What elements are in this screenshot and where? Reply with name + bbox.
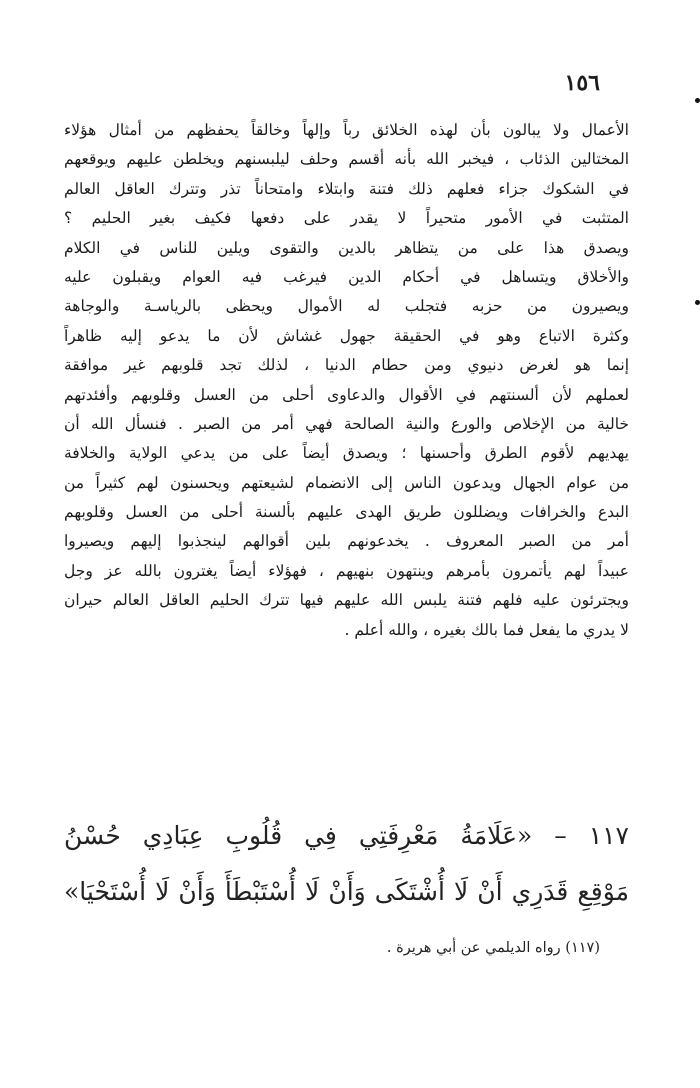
body-line-15: أمر من الصبر المعروف . يخدعونهم بلين أقوالهم لينجذبوا إليهم ويصيروا	[64, 532, 629, 551]
body-line-9: إنما هو لغرض دنيوي ومن حطام الدنيا ، لذلك تجد قلوبهم غير موافقة	[64, 356, 629, 375]
page-number: ١٥٦	[564, 70, 600, 96]
body-line-16: عبيداً لهم يأتمرون بأمرهم وينتهون بنهيهم ، فهؤلاء أيضاً يغترون بالله عز وجل	[64, 561, 629, 580]
body-line-3: في الشكوك جزاء فعلهم ذلك فتنة وابتلاء وامتحاناً تذر وتترك العاقل العالم	[64, 179, 629, 198]
hadith-line-1: ١١٧ – «عَلَامَةُ مَعْرِفَتِي فِي قُلُوبِ عِبَادِي حُسْنُ	[64, 821, 629, 850]
footnote-117: (١١٧) رواه الديلمي عن أبي هريرة .	[386, 940, 600, 956]
body-line-10: لعملهم لأن ألسنتهم في الأقوال والدعاوى أحلى من العسل وقلوبهم وأفئدتهم	[64, 385, 629, 404]
body-line-13: من عوام الجهال ويدعون الناس إلى الانضمام لشيعتهم ويحسنون لهم كثيراً من	[64, 473, 629, 492]
body-line-8: وكثرة الاتباع وهو في الحقيقة جهول غشاش لأن ما يدعو إليه ظاهراً	[64, 326, 629, 345]
body-line-5: ويصدق هذا على من يتظاهر بالدين والتقوى ويلين للناس في الكلام	[64, 238, 629, 257]
scan-edge-mark	[695, 98, 700, 103]
body-line-1: الأعمال ولا يبالون بأن لهذه الخلائق رباً وإلهاً وخالقاً يحفظهم من أمثال هؤلاء	[64, 121, 629, 139]
body-line-4: المتثبت في الأمور متحيراً لا يقدر على دفعها فكيف بغير الحليم ؟	[64, 209, 629, 228]
body-text	[64, 116, 629, 645]
body-line-14: البدع والخرافات ويضللون طريق الهدى عليهم بألسنة أحلى من العسل وقلوبهم	[64, 503, 629, 522]
body-line-2: المختالين الذئاب ، فيخبر الله بأنه أقسم وحلف ليلبسنهم ويخلطن عليهم ويوقعهم	[64, 150, 629, 169]
hadith-line-2: مَوْقِعِ قَدَرِي أَنْ لَا أُشْتَكَى وَأَنْ لَا أُسْتَبْطَأَ وَأَنْ لَا أُسْتَحْيَا»	[64, 877, 629, 906]
body-line-7: ويصيرون من حزبه فتجلب له الأموال ويحظى بالرياسـة والوجاهة	[64, 297, 629, 316]
body-line-18: لا يدري ما يفعل فما بالك بغيره ، والله أعلم .	[344, 620, 629, 639]
body-line-11: خالية من الإخلاص والورع والنية الصالحة فهي أمر من الصبر . فنسأل الله أن	[64, 414, 629, 433]
body-line-6: والأخلاق ويتساهل في أحكام الدين فيرغب فيه العوام ويقبلون عليه	[64, 267, 629, 286]
body-line-17: ويجترئون عليه فلهم فتنة يلبس الله عليهم فيها تترك الحليم العاقل العالم حيران	[64, 591, 629, 610]
scan-edge-mark	[695, 300, 700, 305]
body-line-12: يهديهم لأقوم الطرق وأحسنها ؛ ويصدق أيضاً على من يدعي الولاية والخلافة	[64, 444, 629, 463]
hadith-117	[64, 808, 629, 920]
